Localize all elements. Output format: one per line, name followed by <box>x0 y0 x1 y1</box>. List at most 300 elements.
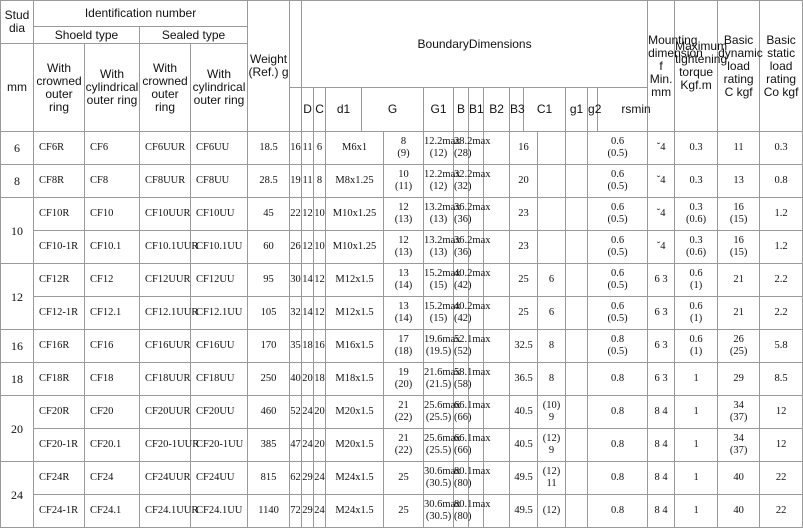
sealed-crowned-cell: CF10UUR <box>140 198 191 231</box>
dim-b1-cell-line: 80.1max <box>454 466 491 477</box>
dim-rsmin-cell <box>588 132 648 165</box>
dim-g1-cell <box>384 396 424 429</box>
dim-b-cell-line: 13.2max <box>424 202 461 213</box>
shield-crowned-cell: CF8R <box>34 165 85 198</box>
table-row <box>1 165 803 198</box>
dim-g1-cell-line: (22) <box>394 445 413 456</box>
dim-g1-cell-line: 21 <box>398 433 409 444</box>
dim-b-cell-line: (21.5) <box>425 379 452 390</box>
torque-cell <box>675 462 718 495</box>
dim-c1-cell: 23 <box>510 231 538 264</box>
dim-g1-cell-line: 10 <box>398 169 409 180</box>
static-rating-cell: 12 <box>760 396 803 429</box>
dim-b1-cell-line: (58) <box>454 379 472 390</box>
dim-b-cell <box>424 165 461 198</box>
shield-crowned-cell: CF12-1R <box>34 297 85 330</box>
dim-c-cell: 18 <box>302 330 314 363</box>
table-row <box>1 462 803 495</box>
weight-cell: 815 <box>248 462 290 495</box>
shield-crowned-cell: CF18R <box>34 363 85 396</box>
dim-b1-cell-line: 80.1max <box>454 499 491 510</box>
dim-b-cell <box>424 330 461 363</box>
dim-header-b1: B1 <box>469 88 484 132</box>
stud-dia-cell: 8 <box>1 165 34 198</box>
sealed-crowned-cell: CF24UUR <box>140 462 191 495</box>
dynamic-rating-cell-line: 34 <box>733 400 744 411</box>
dim-b1-cell-line: (66) <box>454 412 472 423</box>
dim-rsmin-cell <box>588 495 648 528</box>
shield-crowned-cell: CF12R <box>34 264 85 297</box>
dim-rsmin-cell-line: (0.5) <box>607 346 628 357</box>
shield-cylindrical-cell: CF12.1 <box>85 297 140 330</box>
dim-g1-cell <box>384 429 424 462</box>
dim-b1-cell-line: (32) <box>454 181 472 192</box>
dim-b-cell-line: 25.6max <box>424 433 461 444</box>
dim-g1-cell-line: (22) <box>394 412 413 423</box>
dim-header-g1: g1 <box>566 88 588 132</box>
dim-b1-cell-line: 28.2max <box>454 136 491 147</box>
table-row <box>1 396 803 429</box>
torque-cell-line: (0.6) <box>686 214 707 225</box>
dim-rsmin-cell-line: (0.5) <box>607 148 628 159</box>
dim-b1-cell-line: 66.1max <box>454 433 491 444</box>
dim-rsmin-cell-line: 0.8 <box>611 505 625 516</box>
header-sealed-type: Sealed type <box>140 27 248 44</box>
table-row <box>1 132 803 165</box>
dynamic-rating-cell: 40 <box>718 495 760 528</box>
dim-g1-small-cell-line: (12) <box>542 433 561 444</box>
dim-d1-cell: 10 <box>314 231 326 264</box>
dim-g-cell: M6x1 <box>326 132 384 165</box>
dim-d-cell: 19 <box>290 165 302 198</box>
dynamic-rating-cell-line: (37) <box>729 445 748 456</box>
dim-d1-cell: 24 <box>314 495 326 528</box>
dim-b1-cell-line: 36.2max <box>454 235 491 246</box>
shield-cylindrical-cell: CF6 <box>85 132 140 165</box>
torque-cell-line: (1) <box>689 313 703 324</box>
dim-g1-cell-line: 13 <box>398 268 409 279</box>
dim-d1-cell: 12 <box>314 297 326 330</box>
dim-b1-cell <box>454 297 491 330</box>
dim-b1-cell-line: (36) <box>454 247 472 258</box>
dim-g1-small-cell-line: (10) <box>542 400 561 411</box>
mounting-cell: 8 4 <box>648 396 675 429</box>
dim-g1-cell-line: 13 <box>398 301 409 312</box>
sealed-cylindrical-cell: CF16UU <box>191 330 248 363</box>
dim-rsmin-cell-line: 0.6 <box>611 301 625 312</box>
dynamic-rating-cell <box>718 396 760 429</box>
stud-dia-cell: 18 <box>1 363 34 396</box>
table-row <box>1 231 803 264</box>
weight-cell: 95 <box>248 264 290 297</box>
dim-b-cell <box>424 132 461 165</box>
sealed-crowned-cell: CF24.1UUR <box>140 495 191 528</box>
dim-b-cell <box>424 297 461 330</box>
mounting-cell: 6 3 <box>648 363 675 396</box>
dim-g1-cell <box>384 363 424 396</box>
dim-g2-cell <box>566 363 588 396</box>
torque-cell-line: 1 <box>693 406 699 417</box>
shield-cylindrical-cell: CF10.1 <box>85 231 140 264</box>
shield-cylindrical-cell: CF8 <box>85 165 140 198</box>
shield-cylindrical-cell: CF24.1 <box>85 495 140 528</box>
torque-cell: 0.3 <box>675 165 718 198</box>
static-rating-cell: 22 <box>760 462 803 495</box>
dim-g1-small-cell <box>538 198 566 231</box>
dim-g2-cell <box>566 132 588 165</box>
sealed-cylindrical-cell: CF10.1UU <box>191 231 248 264</box>
dynamic-rating-cell-line: (15) <box>729 247 748 258</box>
dim-g1-cell-line: (14) <box>394 313 413 324</box>
weight-cell: 18.5 <box>248 132 290 165</box>
dim-g1-cell <box>384 198 424 231</box>
dim-rsmin-cell-line: (0.5) <box>607 214 628 225</box>
dim-g1-small-cell <box>538 429 566 462</box>
dim-d-cell: 52 <box>290 396 302 429</box>
shield-crowned-cell: CF24-1R <box>34 495 85 528</box>
table-row <box>1 297 803 330</box>
dim-c-cell: 14 <box>302 264 314 297</box>
torque-cell <box>675 231 718 264</box>
header-static: Basic static load rating Co kgf <box>760 1 803 132</box>
header-mm: mm <box>1 44 34 132</box>
header-shield-crowned: With crowned outer ring <box>34 44 85 132</box>
dim-g1-small-cell-line: 9 <box>548 445 555 456</box>
shield-cylindrical-cell: CF24 <box>85 462 140 495</box>
dim-b1-cell <box>454 429 491 462</box>
dynamic-rating-cell-line: (15) <box>729 214 748 225</box>
dynamic-rating-cell-line: (25) <box>729 346 748 357</box>
torque-cell <box>675 429 718 462</box>
dim-b1-cell-line: 58.1max <box>454 367 491 378</box>
dim-g1-cell-line: (14) <box>394 280 413 291</box>
stud-dia-cell: 10 <box>1 198 34 264</box>
dim-c-cell: 14 <box>302 297 314 330</box>
dynamic-rating-cell-line: 34 <box>733 433 744 444</box>
dim-b-cell <box>424 198 461 231</box>
dim-rsmin-cell-line: 0.6 <box>611 235 625 246</box>
dim-b-cell-line: 30.6max <box>424 499 461 510</box>
header-sealed-crowned: With crowned outer ring <box>140 44 191 132</box>
dim-g1-cell-line: (9) <box>397 148 410 159</box>
table-row <box>1 429 803 462</box>
sealed-crowned-cell: CF12UUR <box>140 264 191 297</box>
dim-rsmin-cell <box>588 165 648 198</box>
dim-g2-cell <box>566 495 588 528</box>
dim-b-cell-line: (25.5) <box>425 445 452 456</box>
dim-g1-small-cell-line: (12) <box>542 505 561 516</box>
dim-b-cell-line: (12) <box>429 148 448 159</box>
mounting-cell: 8 4 <box>648 462 675 495</box>
dim-d1-cell: 20 <box>314 429 326 462</box>
dim-rsmin-cell-line: (0.5) <box>607 313 628 324</box>
mounting-cell: 8 4 <box>648 429 675 462</box>
dim-g1-small-cell-line: 11 <box>546 478 557 489</box>
dim-d-cell: 35 <box>290 330 302 363</box>
dim-c-cell: 12 <box>302 231 314 264</box>
sealed-cylindrical-cell: CF10UU <box>191 198 248 231</box>
weight-cell: 60 <box>248 231 290 264</box>
stud-dia-cell: 24 <box>1 462 34 528</box>
torque-cell-line: 0.6 <box>689 334 703 345</box>
dim-header-rsmin: rsmin <box>598 88 675 132</box>
sealed-crowned-cell: CF6UUR <box>140 132 191 165</box>
dim-rsmin-cell <box>588 363 648 396</box>
dim-b-cell-line: (30.5) <box>425 478 452 489</box>
dim-rsmin-cell <box>588 264 648 297</box>
static-rating-cell: 8.5 <box>760 363 803 396</box>
dim-b1-cell-line: (36) <box>454 214 472 225</box>
dim-g1-cell-line: (13) <box>394 214 413 225</box>
dim-g-cell: M24x1.5 <box>326 495 384 528</box>
dim-c-cell: 11 <box>302 132 314 165</box>
dim-c1-cell: 32.5 <box>510 330 538 363</box>
dim-b1-cell-line: (66) <box>454 445 472 456</box>
dim-b-cell-line: 12.2max <box>424 136 461 147</box>
dim-rsmin-cell <box>588 462 648 495</box>
dim-b1-cell-line: (42) <box>454 280 472 291</box>
sealed-cylindrical-cell: CF24.1UU <box>191 495 248 528</box>
static-rating-cell: 2.2 <box>760 297 803 330</box>
dynamic-rating-cell-line: 16 <box>733 202 744 213</box>
dim-b-cell-line: 30.6max <box>424 466 461 477</box>
torque-cell <box>675 363 718 396</box>
dim-b1-cell <box>454 330 491 363</box>
dim-b-cell-line: 21.6max <box>424 367 461 378</box>
dim-c1-cell: 25 <box>510 297 538 330</box>
dim-d-cell: 72 <box>290 495 302 528</box>
dim-header-c1: C1 <box>524 88 566 132</box>
shield-cylindrical-cell: CF16 <box>85 330 140 363</box>
shield-crowned-cell: CF20R <box>34 396 85 429</box>
torque-cell-line: 1 <box>693 439 699 450</box>
shield-crowned-cell: CF20-1R <box>34 429 85 462</box>
dim-g1-small-cell <box>538 495 566 528</box>
mounting-cell: ˇ4 <box>648 132 675 165</box>
header-boundary: BoundaryDimensions <box>302 1 648 88</box>
dim-g2-cell <box>566 462 588 495</box>
torque-cell-line: 1 <box>693 505 699 516</box>
dim-c1-cell: 36.5 <box>510 363 538 396</box>
dim-b-cell-line: (12) <box>429 181 448 192</box>
dim-g1-cell-line: (18) <box>394 346 413 357</box>
static-rating-cell: 1.2 <box>760 231 803 264</box>
torque-cell <box>675 264 718 297</box>
dim-b1-cell-line: 52.1max <box>454 334 491 345</box>
torque-cell <box>675 297 718 330</box>
dim-g-cell: M10x1.25 <box>326 198 384 231</box>
torque-cell: 0.3 <box>675 132 718 165</box>
dynamic-rating-cell: 11 <box>718 132 760 165</box>
weight-cell: 105 <box>248 297 290 330</box>
dim-g1-cell <box>384 132 424 165</box>
torque-cell <box>675 198 718 231</box>
dim-g1-small-cell: 8 <box>538 330 566 363</box>
table-row <box>1 495 803 528</box>
dim-rsmin-cell-line: 0.6 <box>611 202 625 213</box>
dim-g-cell: M18x1.5 <box>326 363 384 396</box>
header-identification: Identification number <box>34 1 248 27</box>
header-torque: Maximum tightening torque Kgf.m <box>675 1 718 132</box>
dim-g1-cell <box>384 231 424 264</box>
dim-g1-small-cell-line: 9 <box>548 412 555 423</box>
dim-g2-cell <box>566 429 588 462</box>
dynamic-rating-cell: 21 <box>718 297 760 330</box>
dim-b-cell-line: (15) <box>429 280 448 291</box>
header-shield-cylindrical: With cylindrical outer ring <box>85 44 140 132</box>
dim-rsmin-cell <box>588 330 648 363</box>
header-weight: Weight (Ref.) g <box>248 1 290 132</box>
dim-b1-cell-line: 66.1max <box>454 400 491 411</box>
dim-g1-cell <box>384 297 424 330</box>
dim-b1-cell-line: 40.2max <box>454 301 491 312</box>
dim-b1-cell <box>454 495 491 528</box>
dim-rsmin-cell-line: 0.8 <box>611 439 625 450</box>
static-rating-cell: 5.8 <box>760 330 803 363</box>
dim-rsmin-cell-line: (0.5) <box>607 181 628 192</box>
mounting-cell: ˇ4 <box>648 231 675 264</box>
weight-cell: 460 <box>248 396 290 429</box>
dim-g1-cell <box>384 165 424 198</box>
sealed-cylindrical-cell: CF12.1UU <box>191 297 248 330</box>
dim-b-cell-line: 15.2max <box>424 301 461 312</box>
dim-c-cell: 24 <box>302 396 314 429</box>
dim-d-cell: 16 <box>290 132 302 165</box>
torque-cell-line: (1) <box>689 346 703 357</box>
dim-g-cell: M10x1.25 <box>326 231 384 264</box>
dynamic-rating-cell: 13 <box>718 165 760 198</box>
dim-g1-cell-line: (13) <box>394 247 413 258</box>
dim-b1-cell <box>454 231 491 264</box>
shield-crowned-cell: CF6R <box>34 132 85 165</box>
dynamic-rating-cell <box>718 330 760 363</box>
dim-g1-cell-line: 21 <box>398 400 409 411</box>
dynamic-rating-cell <box>718 198 760 231</box>
mounting-cell: 8 4 <box>648 495 675 528</box>
dim-rsmin-cell-line: 0.8 <box>611 406 625 417</box>
dim-g2-cell <box>566 198 588 231</box>
mounting-cell: 6 3 <box>648 330 675 363</box>
dim-rsmin-cell <box>588 396 648 429</box>
dim-b1-cell <box>454 363 491 396</box>
dim-b-cell <box>424 264 461 297</box>
dim-b1-cell <box>454 396 491 429</box>
dim-b1-cell-line: (80) <box>454 511 472 522</box>
header-dynamic: Basic dynamic load rating C kgf <box>718 1 760 132</box>
dim-rsmin-cell <box>588 231 648 264</box>
dim-d1-cell: 16 <box>314 330 326 363</box>
header-stud-dia: Stud dia <box>1 1 34 44</box>
torque-cell-line: 0.6 <box>689 268 703 279</box>
dim-b-cell-line: 25.6max <box>424 400 461 411</box>
shield-cylindrical-cell: CF18 <box>85 363 140 396</box>
dim-rsmin-cell-line: 0.6 <box>611 169 625 180</box>
shield-cylindrical-cell: CF20 <box>85 396 140 429</box>
dim-c1-cell: 40.5 <box>510 396 538 429</box>
weight-cell: 45 <box>248 198 290 231</box>
torque-cell <box>675 330 718 363</box>
dim-b-cell-line: (13) <box>429 247 448 258</box>
dim-c1-cell: 20 <box>510 165 538 198</box>
dim-g2-cell <box>566 264 588 297</box>
dim-b-cell <box>424 396 461 429</box>
dim-b1-cell <box>454 165 491 198</box>
dim-b1-cell-line: (42) <box>454 313 472 324</box>
stud-dia-cell: 6 <box>1 132 34 165</box>
dim-header-b3: B3 <box>510 88 524 132</box>
torque-cell-line: 0.6 <box>689 301 703 312</box>
sealed-cylindrical-cell: CF8UU <box>191 165 248 198</box>
mounting-cell: 6 3 <box>648 264 675 297</box>
table-row <box>1 363 803 396</box>
dim-g2-cell <box>566 165 588 198</box>
dynamic-rating-cell: 29 <box>718 363 760 396</box>
shield-crowned-cell: CF10R <box>34 198 85 231</box>
dim-c1-cell: 16 <box>510 132 538 165</box>
dim-d1-cell: 10 <box>314 198 326 231</box>
sealed-crowned-cell: CF20UUR <box>140 396 191 429</box>
dim-c-cell: 20 <box>302 363 314 396</box>
shield-crowned-cell: CF10-1R <box>34 231 85 264</box>
dim-d1-cell: 6 <box>314 132 326 165</box>
dim-g2-cell <box>566 330 588 363</box>
dim-c-cell: 24 <box>302 429 314 462</box>
table-row <box>1 198 803 231</box>
dim-g1-cell <box>384 495 424 528</box>
dim-g1-cell-line: 17 <box>398 334 409 345</box>
dim-b-cell-line: 15.2max <box>424 268 461 279</box>
dynamic-rating-cell: 21 <box>718 264 760 297</box>
dynamic-rating-cell-line: 16 <box>733 235 744 246</box>
dim-d-cell: 62 <box>290 462 302 495</box>
dim-b-cell-line: (19.5) <box>425 346 452 357</box>
dim-b-cell-line: (25.5) <box>425 412 452 423</box>
mounting-cell: 6 3 <box>648 297 675 330</box>
dynamic-rating-cell <box>718 429 760 462</box>
dim-b1-cell <box>454 132 491 165</box>
dim-d1-cell: 24 <box>314 462 326 495</box>
sealed-cylindrical-cell: CF20-1UU <box>191 429 248 462</box>
dim-c1-cell: 40.5 <box>510 429 538 462</box>
static-rating-cell: 12 <box>760 429 803 462</box>
dim-g1-cell <box>384 462 424 495</box>
weight-cell: 385 <box>248 429 290 462</box>
dim-c1-cell: 49.5 <box>510 495 538 528</box>
dim-d-cell: 40 <box>290 363 302 396</box>
dim-rsmin-cell-line: (0.5) <box>607 247 628 258</box>
torque-cell-line: 1 <box>693 373 699 384</box>
torque-cell <box>675 396 718 429</box>
sealed-crowned-cell: CF18UUR <box>140 363 191 396</box>
dim-g1-small-cell-line: (12) <box>542 466 561 477</box>
dim-g1-cell-line: 12 <box>398 202 409 213</box>
sealed-crowned-cell: CF16UUR <box>140 330 191 363</box>
dim-rsmin-cell-line: 0.6 <box>611 268 625 279</box>
dim-b-cell <box>424 495 461 528</box>
dim-g1-cell <box>384 330 424 363</box>
dim-g-cell: M20x1.5 <box>326 396 384 429</box>
dim-header-d: D <box>302 88 314 132</box>
sealed-crowned-cell: CF8UUR <box>140 165 191 198</box>
static-rating-cell: 0.8 <box>760 165 803 198</box>
dim-rsmin-cell-line: (0.5) <box>607 280 628 291</box>
torque-cell-line: (0.6) <box>686 247 707 258</box>
dim-g1-small-cell <box>538 396 566 429</box>
dim-g1-small-cell: 6 <box>538 297 566 330</box>
dim-g1-small-cell: 8 <box>538 363 566 396</box>
shield-cylindrical-cell: CF12 <box>85 264 140 297</box>
dim-d-cell: 30 <box>290 264 302 297</box>
